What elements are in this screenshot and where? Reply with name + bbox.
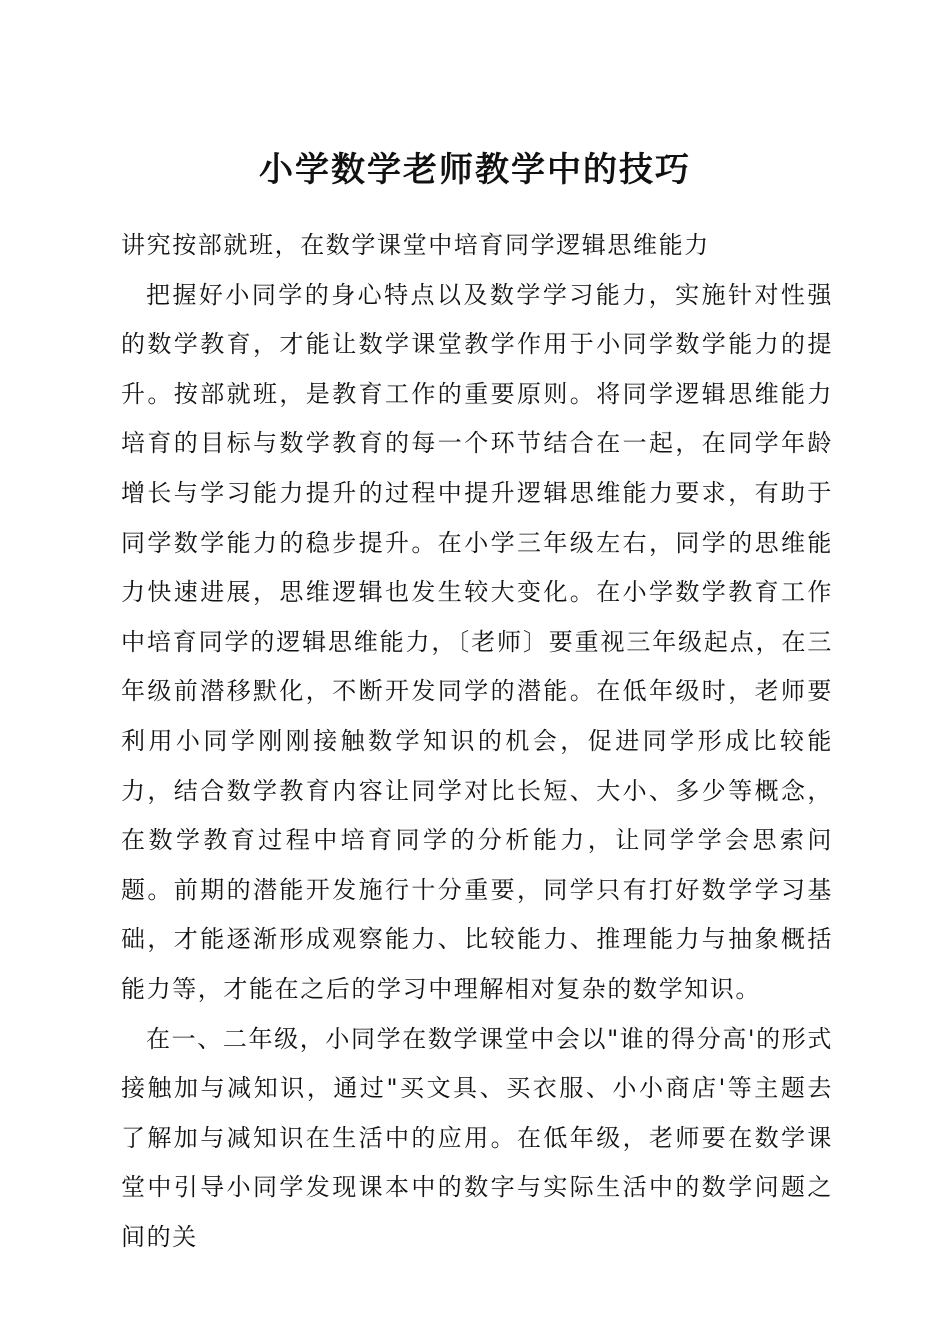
body-paragraph-2: 在一、二年级，小同学在数学课堂中会以"谁的得分高'的形式接触加与减知识，通过"买文具、买衣服、小小商店'等主题去了解加与减知识在生活中的应用。在低年级，老师要在数学课堂中引导小同学发现课本中的数字与实际生活中的数学问题之间的关: [121, 1024, 833, 1251]
document-body: [121, 221, 833, 1262]
document-title: 小学数学老师教学中的技巧: [259, 150, 691, 190]
section-heading: 讲究按部就班，在数学课堂中培育同学逻辑思维能力: [121, 231, 710, 259]
body-paragraph-1: 把握好小同学的身心特点以及数学学习能力，实施针对性强的数学教育，才能让数学课堂教学作用于小同学数学能力的提升。按部就班，是教育工作的重要原则。将同学逻辑思维能力培育的目标与数学教育的每一个环节结合在一起，在同学年龄增长与学习能力提升的过程中提升逻辑思维能力要求，有助于同学数学能力的稳步提升。在小学三年级左右，同学的思维能力快速进展，思维逻辑也发生较大变化。在小学数学教育工作中培育同学的逻辑思维能力，〔老师〕要重视三年级起点，在三年级前潜移默化，不断开发同学的潜能。在低年级时，老师要利用小同学刚刚接触数学知识的机会，促进同学形成比较能力，结合数学教育内容让同学对比长短、大小、多少等概念，在数学教育过程中培育同学的分析能力，让同学学会思索问题。前期的潜能开发施行十分重要，同学只有打好数学学习基础，才能逐渐形成观察能力、比较能力、推理能力与抽象概括能力等，才能在之后的学习中理解相对复杂的数学知识。: [121, 280, 833, 1003]
